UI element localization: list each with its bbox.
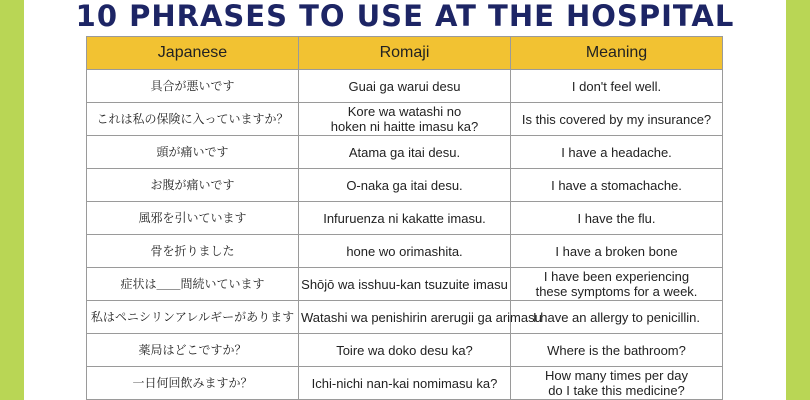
cell-romaji: Guai ga warui desu [299, 70, 511, 103]
header-japanese: Japanese [87, 37, 299, 70]
table-row [87, 169, 723, 202]
table-row [87, 301, 723, 334]
cell-meaning: I have a broken bone [511, 235, 723, 268]
cell-japanese: 一日何回飲みますか？ [87, 367, 299, 400]
cell-meaning: How many times per day do I take this medicine? [511, 367, 723, 400]
cell-romaji: Kore wa watashi no hoken ni haitte imasu ka? [299, 103, 511, 136]
cell-romaji: Toire wa doko desu ka? [299, 334, 511, 367]
cell-japanese: これは私の保険に入っていますか？ [87, 103, 299, 136]
table-row [87, 268, 723, 301]
cell-romaji: Watashi wa penishirin arerugii ga arimasu [299, 301, 511, 334]
table-header-row [87, 37, 723, 70]
cell-japanese: お腹が痛いです [87, 169, 299, 202]
table-row [87, 235, 723, 268]
cell-japanese: 風邪を引いています [87, 202, 299, 235]
header-romaji: Romaji [299, 37, 511, 70]
cell-japanese: 具合が悪いです [87, 70, 299, 103]
header-meaning: Meaning [511, 37, 723, 70]
table-row [87, 136, 723, 169]
phrases-table [86, 36, 723, 400]
cell-japanese: 骨を折りました [87, 235, 299, 268]
table-row [87, 70, 723, 103]
cell-meaning: I have been experiencing these symptoms for a week. [511, 268, 723, 301]
cell-romaji: hone wo orimashita. [299, 235, 511, 268]
cell-romaji: Shōjō wa isshuu-kan tsuzuite imasu [299, 268, 511, 301]
cell-meaning: I have an allergy to penicillin. [511, 301, 723, 334]
cell-meaning: I have the flu. [511, 202, 723, 235]
cell-meaning: Where is the bathroom? [511, 334, 723, 367]
cell-japanese: 症状は＿＿間続いています [87, 268, 299, 301]
table-row [87, 334, 723, 367]
cell-meaning: I don't feel well. [511, 70, 723, 103]
cell-romaji: Atama ga itai desu. [299, 136, 511, 169]
table-row [87, 103, 723, 136]
cell-romaji: Ichi-nichi nan-kai nomimasu ka? [299, 367, 511, 400]
cell-meaning: I have a stomachache. [511, 169, 723, 202]
cell-japanese: 頭が痛いです [87, 136, 299, 169]
cell-romaji: O-naka ga itai desu. [299, 169, 511, 202]
table-row [87, 367, 723, 400]
page-title: 10 PHRASES TO USE AT THE HOSPITAL [75, 0, 735, 33]
cell-japanese: 私はペニシリンアレルギーがあります [87, 301, 299, 334]
cell-meaning: I have a headache. [511, 136, 723, 169]
cell-romaji: Infuruenza ni kakatte imasu. [299, 202, 511, 235]
cell-meaning: Is this covered by my insurance? [511, 103, 723, 136]
table-row [87, 202, 723, 235]
cell-japanese: 薬局はどこですか？ [87, 334, 299, 367]
